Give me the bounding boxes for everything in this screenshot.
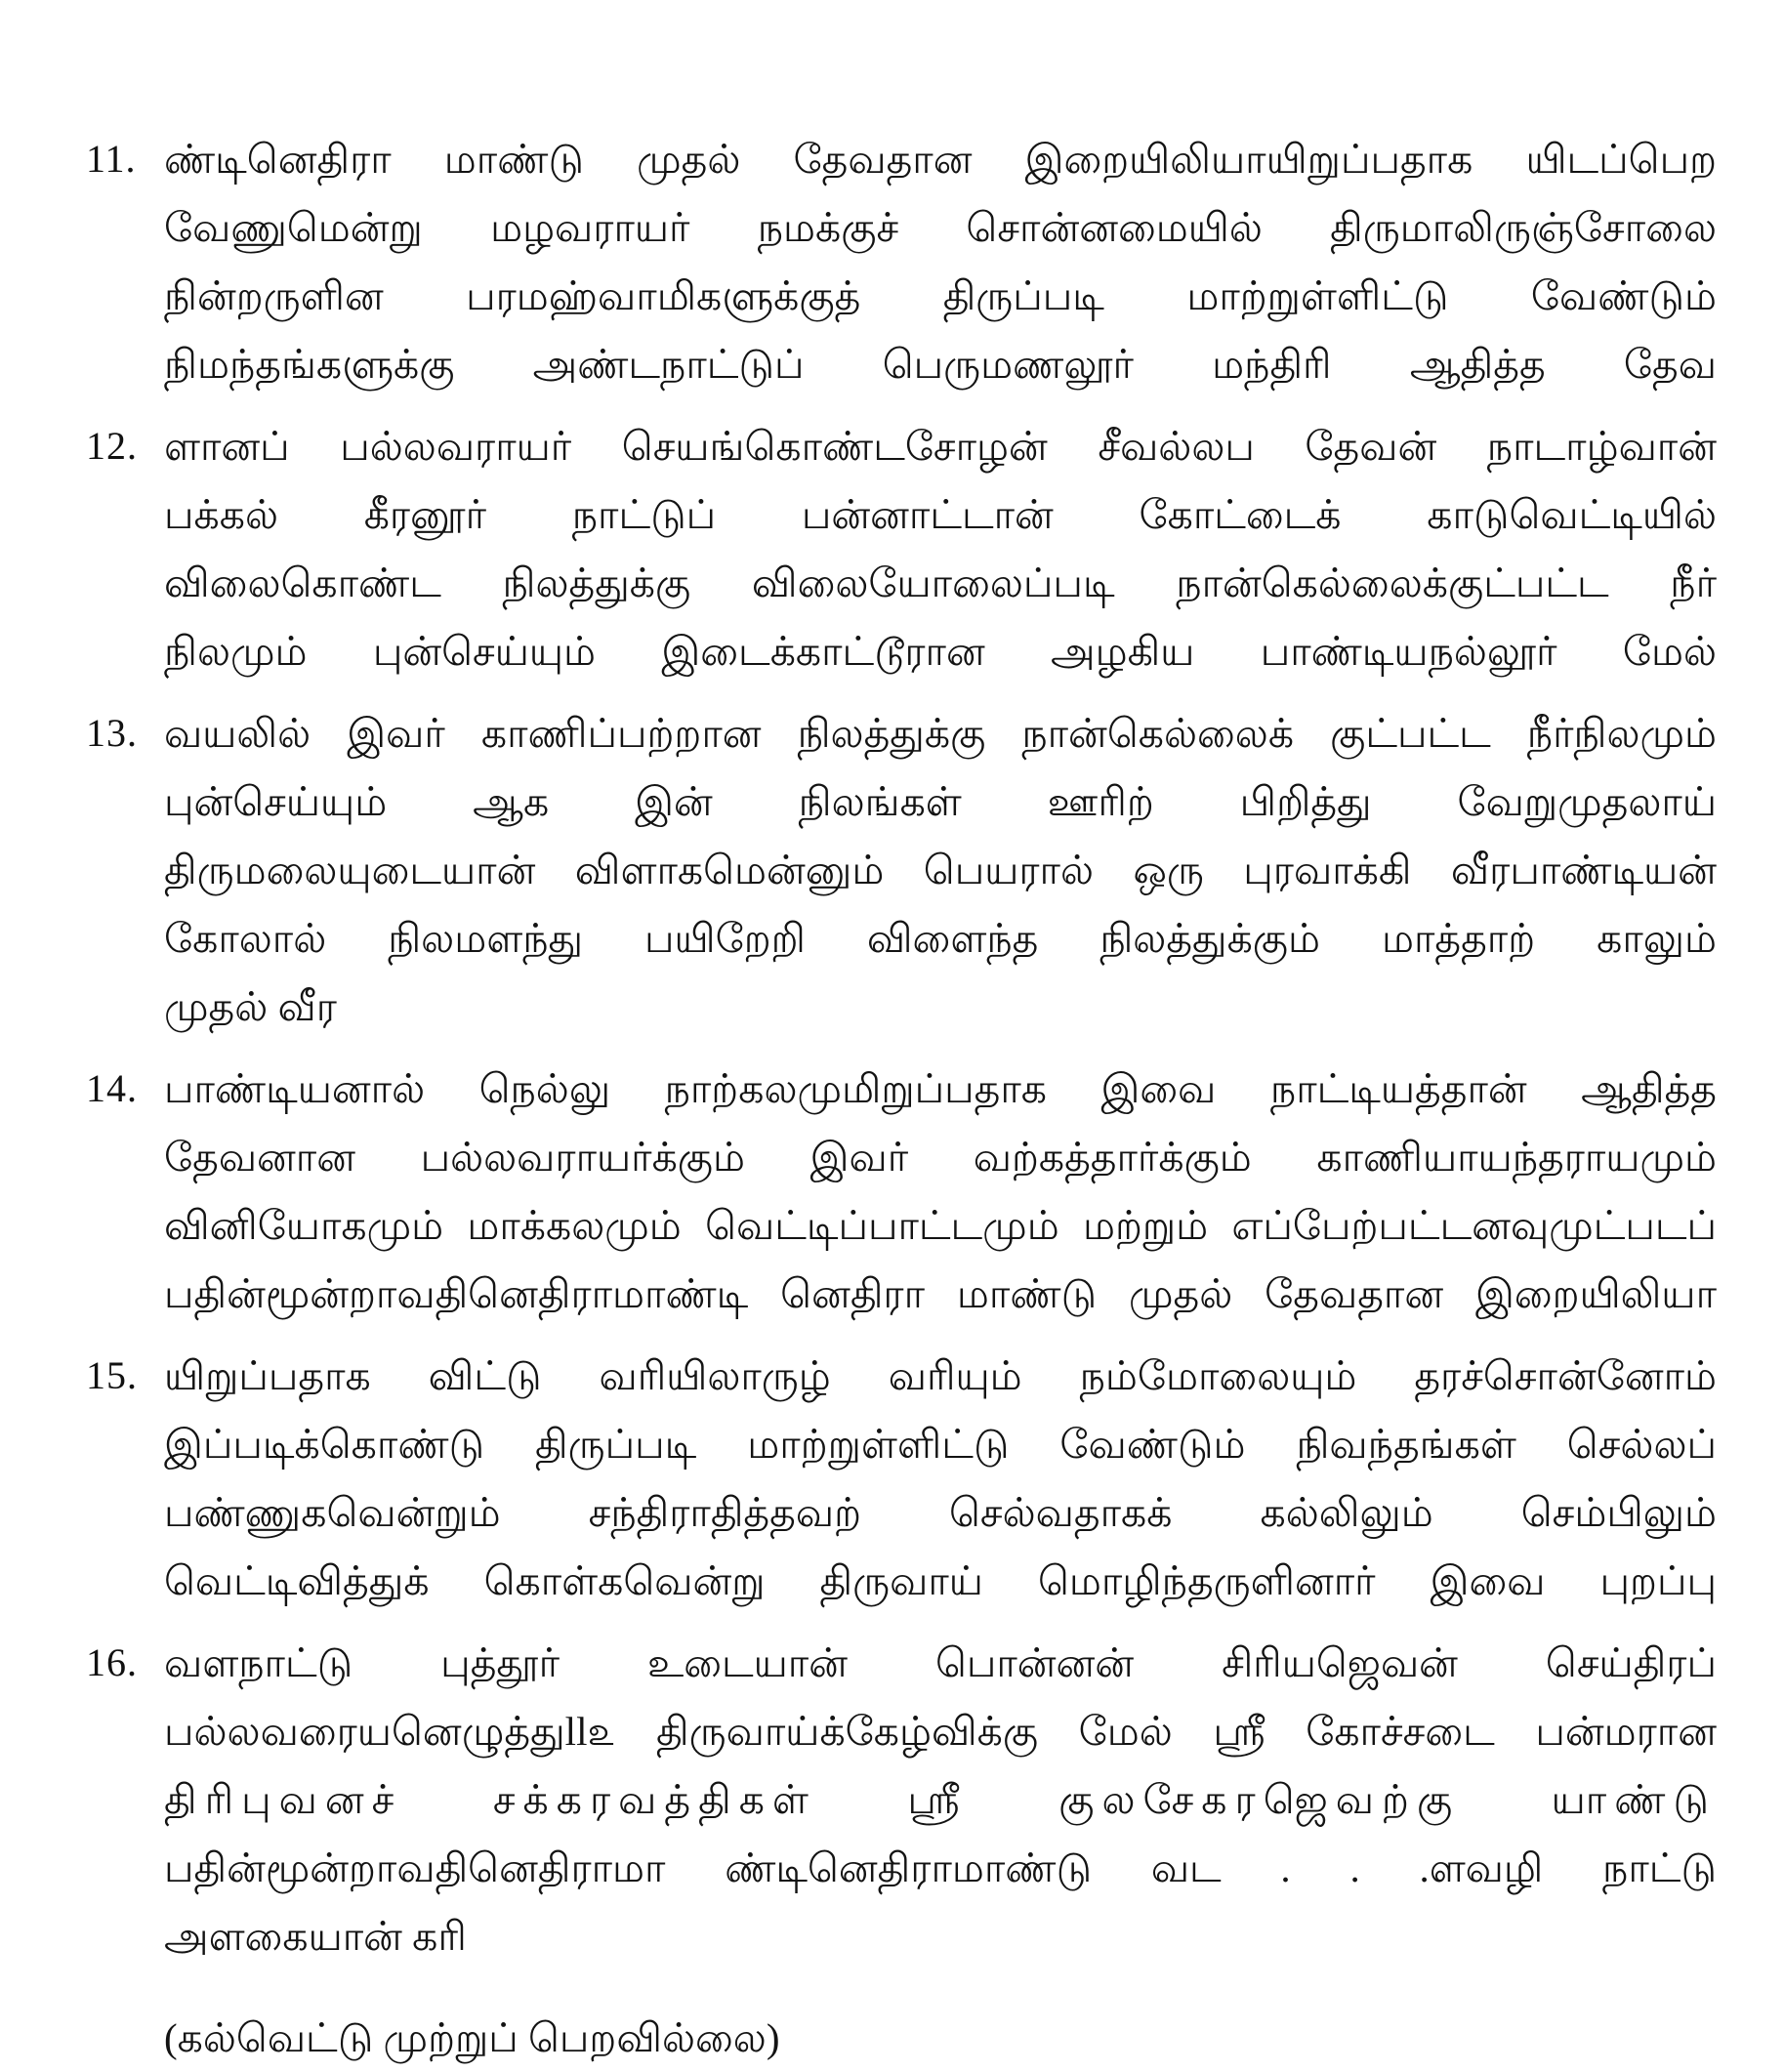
item-body	[164, 699, 1717, 1041]
text-line: நிமந்தங்களுக்கு அண்டநாட்டுப் பெருமணலூர் மந்திரி ஆதித்த தேவ	[164, 342, 1717, 387]
text-line: யிறுப்பதாக விட்டு வரியிலாருழ் வரியும் நம்மோலையும் தரச்சொன்னோம்	[164, 1353, 1717, 1398]
text-line: பதின்மூன்றாவதினெதிராமாண்டி னெதிரா மாண்டு முதல் தேவதான இறையிலியா	[164, 1271, 1717, 1316]
text-line: பண்ணுகவென்றும் சந்திராதித்தவற் செல்வதாகக் கல்லிலும் செம்பிலும்	[164, 1490, 1717, 1535]
list-item	[86, 1342, 1784, 1615]
text-line: வெட்டிவித்துக் கொள்கவென்று திருவாய் மொழிந்தருளினார் இவை புறப்பு	[164, 1558, 1717, 1603]
text-line: இப்படிக்கொண்டு திருப்படி மாற்றுள்ளிட்டு வேண்டும் நிவந்தங்கள் செல்லப்	[164, 1422, 1717, 1467]
text-line: அளகையான் கரி	[164, 1914, 467, 1959]
item-number: 12.	[86, 424, 138, 468]
item-number: 13.	[86, 711, 138, 755]
item-body	[164, 1342, 1717, 1615]
text-line: முதல் வீர	[164, 984, 337, 1029]
item-number: 14.	[86, 1066, 138, 1110]
item-number: 16.	[86, 1640, 138, 1684]
text-line: நிலமும் புன்செய்யும் இடைக்காட்டூரான அழகிய பாண்டியநல்லூர் மேல்	[164, 629, 1717, 674]
incomplete-inscription-note: (கல்வெட்டு முற்றுப் பெறவில்லை)	[164, 2015, 780, 2060]
text-line: வயலில் இவர் காணிப்பற்றான நிலத்துக்கு நான்கெல்லைக் குட்பட்ட நீர்நிலமும்	[164, 711, 1717, 756]
item-body	[164, 412, 1717, 685]
list-item	[86, 125, 1784, 398]
text-line: நின்றருளின பரமஹ்வாமிகளுக்குத் திருப்படி மாற்றுள்ளிட்டு வேண்டும்	[164, 273, 1717, 318]
list-item	[86, 699, 1784, 1041]
text-line: திரிபுவனச் சக்கரவத்திகள் ஸ்ரீ குலசேகரஜெவற்கு யாண்டு	[164, 1777, 1717, 1822]
item-number: 15.	[86, 1353, 138, 1397]
item-number: 11.	[86, 137, 137, 181]
text-line: வளநாட்டு புத்தூர் உடையான் பொன்னன் சிரியஜெவன் செய்திரப்	[164, 1640, 1717, 1685]
text-line: தேவனான பல்லவராயர்க்கும் இவர் வற்கத்தார்க்கும் காணியாயந்தராயமும்	[164, 1135, 1717, 1180]
text-line: வினியோகமும் மாக்கலமும் வெட்டிப்பாட்டமும் மற்றும் எப்பேற்பட்டனவுமுட்படப்	[164, 1203, 1717, 1248]
text-line: பல்லவரையனெழுத்துll௨ திருவாய்க்கேழ்விக்கு மேல் ஸ்ரீ கோச்சடை பன்மரான	[164, 1709, 1717, 1754]
list-item	[86, 1629, 1784, 1970]
text-line: கோலால் நிலமளந்து பயிறேறி விளைந்த நிலத்துக்கும் மாத்தாற் காலும்	[164, 916, 1717, 961]
text-line: புன்செய்யும் ஆக இன் நிலங்கள் ஊரிற் பிறித்து வேறுமுதலாய்	[164, 779, 1717, 824]
text-line: பதின்மூன்றாவதினெதிராமா ண்டினெதிராமாண்டு வட . . .ளவழி நாட்டு	[164, 1845, 1717, 1890]
list-item	[86, 1055, 1784, 1328]
text-line: ளானப் பல்லவராயர் செயங்கொண்டசோழன் சீவல்லப தேவன் நாடாழ்வான்	[164, 424, 1717, 469]
text-line: வேணுமென்று மழவராயர் நமக்குச் சொன்னமையில் திருமாலிருஞ்சோலை	[164, 205, 1717, 250]
text-line: திருமலையுடையான் விளாகமென்னும் பெயரால் ஒரு புரவாக்கி வீரபாண்டியன்	[164, 848, 1717, 892]
text-line: விலைகொண்ட நிலத்துக்கு விலையோலைப்படி நான்கெல்லைக்குட்பட்ட நீர்	[164, 560, 1717, 605]
item-body	[164, 1629, 1717, 1970]
list-item	[86, 412, 1784, 685]
text-line: ண்டினெதிரா மாண்டு முதல் தேவதான இறையிலியாயிறுப்பதாக யிடப்பெற	[164, 137, 1717, 182]
item-body	[164, 125, 1717, 398]
text-line: பக்கல் கீரனூர் நாட்டுப் பன்னாட்டான் கோட்டைக் காடுவெட்டியில்	[164, 492, 1717, 537]
item-body	[164, 1055, 1717, 1328]
text-line: பாண்டியனால் நெல்லு நாற்கலமுமிறுப்பதாக இவை நாட்டியத்தான் ஆதித்த	[164, 1066, 1717, 1111]
